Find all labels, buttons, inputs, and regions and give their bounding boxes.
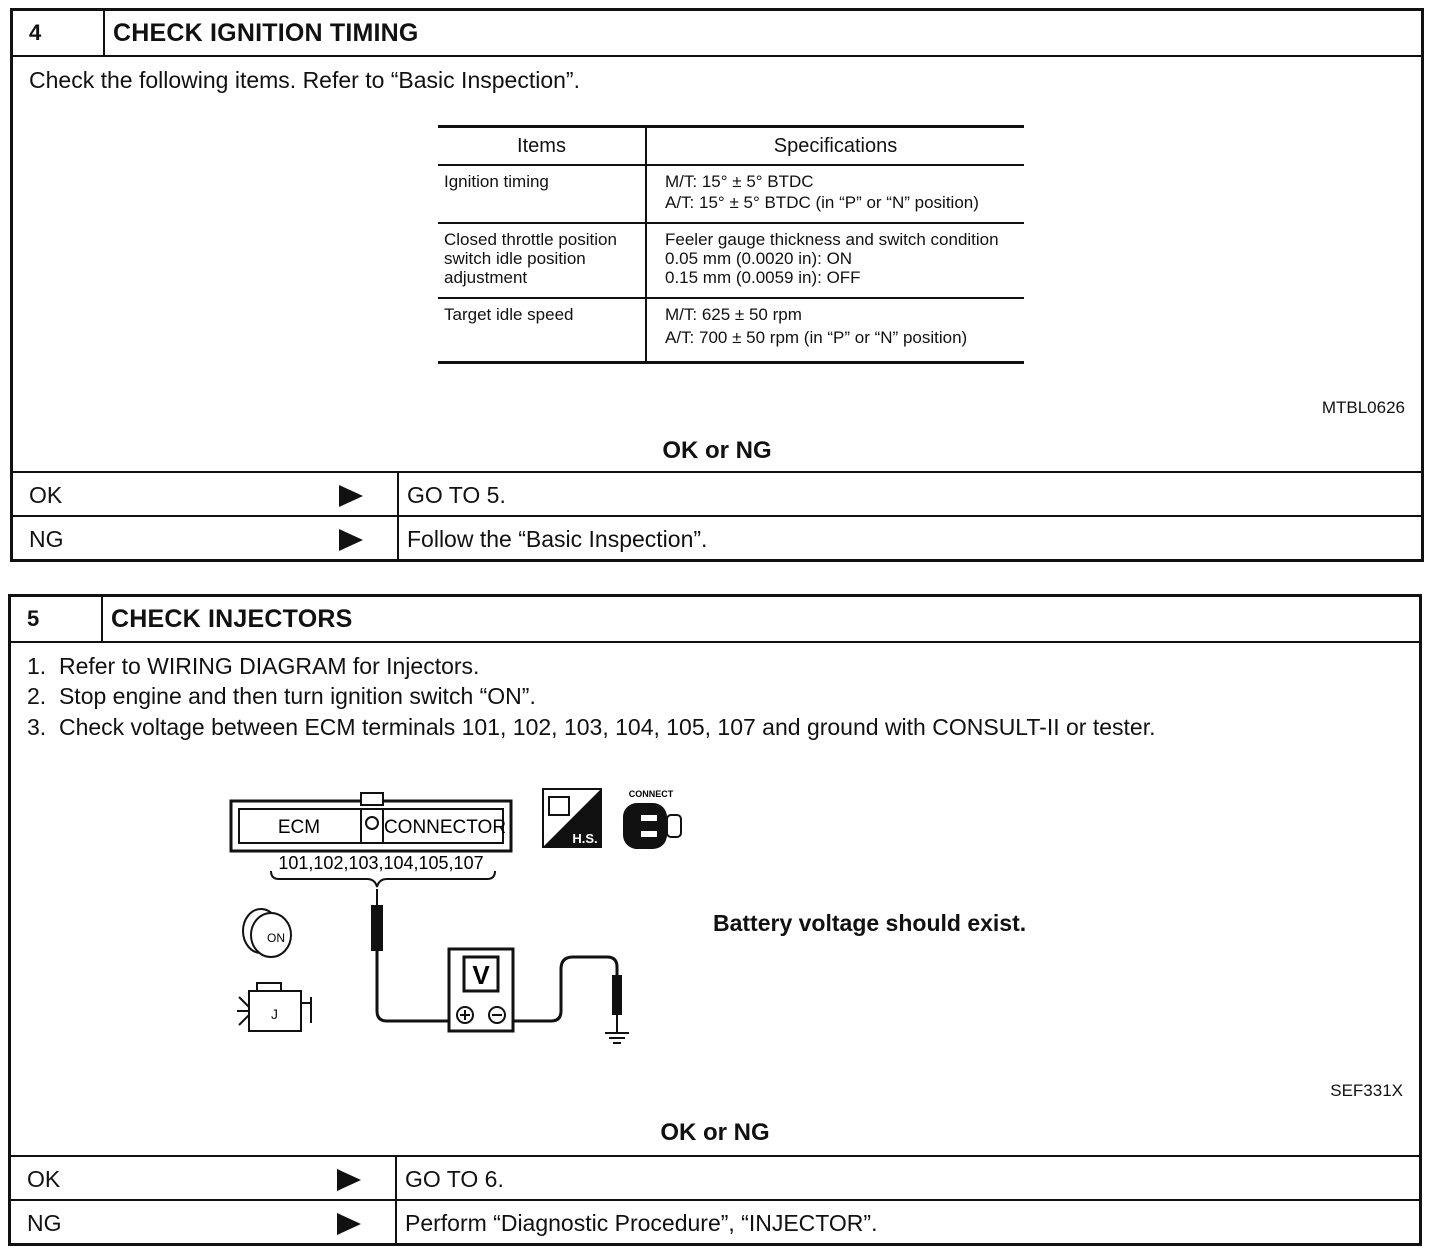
step4-header [13,11,1421,57]
table-row [438,165,1024,223]
arrow-icon [339,485,363,507]
spec-line: M/T: 625 ± 50 rpm [665,305,802,324]
divider [395,1157,397,1201]
figure-code: MTBL0626 [1321,398,1405,417]
voltmeter-icon [449,949,513,1031]
table-row [438,223,1024,298]
result-action: GO TO 5. [407,482,506,508]
divider [397,517,399,561]
result-action: Perform “Diagnostic Procedure”, “INJECTOR”. [405,1210,878,1236]
spec-line: 0.15 mm (0.0059 in): OFF [665,268,861,287]
result-action: GO TO 6. [405,1166,504,1192]
step5-header [11,597,1419,643]
on-label: ON [267,931,285,945]
step5-number: 5 [11,597,103,641]
result-label: OK [29,482,63,508]
okng-heading: OK or NG [662,437,772,464]
connect-icon [623,789,681,849]
spec-line: 0.05 mm (0.0020 in): ON [665,249,853,268]
row-item: Closed throttle position switch idle position adjustment [438,223,646,298]
col-spec-header: Specifications [646,127,1024,166]
spec-line: Feeler gauge thickness and switch condition [665,230,999,249]
table-row [438,298,1024,363]
row-item: Ignition timing [438,165,646,223]
step5-step-1: 1. Refer to WIRING DIAGRAM for Injectors. [27,653,480,679]
ignition-on-icon [243,909,291,957]
arrow-icon [337,1213,361,1235]
svg-text:J: J [271,1006,278,1022]
arrow-icon [337,1169,361,1191]
meter-label: V [472,960,490,990]
ecm-connector [231,793,511,851]
divider [395,1201,397,1245]
connector-label-ecm: ECM [277,817,321,838]
result-row-ng [13,515,1421,561]
row-item: Target idle speed [438,298,646,363]
connector-label-connector: CONNECTOR [383,817,507,838]
row-spec [646,165,1024,223]
spec-line: A/T: 700 ± 50 rpm (in “P” or “N” position) [665,328,968,347]
spec-line: M/T: 15° ± 5° BTDC [665,172,814,191]
result-label: OK [27,1166,61,1192]
col-items-header: Items [438,127,646,166]
harness-side-icon [543,789,601,847]
spec-table-header [438,127,1024,166]
row-spec [646,298,1024,363]
step5-title: CHECK INJECTORS [111,605,353,633]
step4-intro: Check the following items. Refer to “Basic Inspection”. [29,67,580,93]
spec-table [438,125,1024,364]
spec-line: A/T: 15° ± 5° BTDC (in “P” or “N” position) [665,193,979,212]
result-row-ok [11,1155,1419,1201]
result-statement: Battery voltage should exist. [713,910,1027,936]
step5-step-2: 2. Stop engine and then turn ignition switch “ON”. [27,683,536,709]
ground-icon [605,1015,629,1043]
divider [397,473,399,517]
step4-number: 4 [13,11,105,55]
step5-box [8,594,1422,1246]
row-spec [646,223,1024,298]
result-row-ok [13,471,1421,517]
okng-heading: OK or NG [660,1119,770,1146]
step4-box [10,8,1424,562]
figure-code: SEF331X [1330,1081,1403,1100]
engine-icon [237,983,311,1031]
result-row-ng [11,1199,1419,1245]
result-label: NG [27,1210,62,1236]
hs-label: H.S. [572,831,598,846]
result-label: NG [29,526,64,552]
arrow-icon [339,529,363,551]
terminal-numbers: 101,102,103,104,105,107 [278,853,484,873]
connect-label: CONNECT [628,789,674,799]
step4-title: CHECK IGNITION TIMING [113,19,419,47]
result-action: Follow the “Basic Inspection”. [407,526,708,552]
step5-step-3: 3. Check voltage between ECM terminals 101, 102, 103, 104, 105, 107 and ground with CONSULT-II or tester. [27,714,1156,740]
